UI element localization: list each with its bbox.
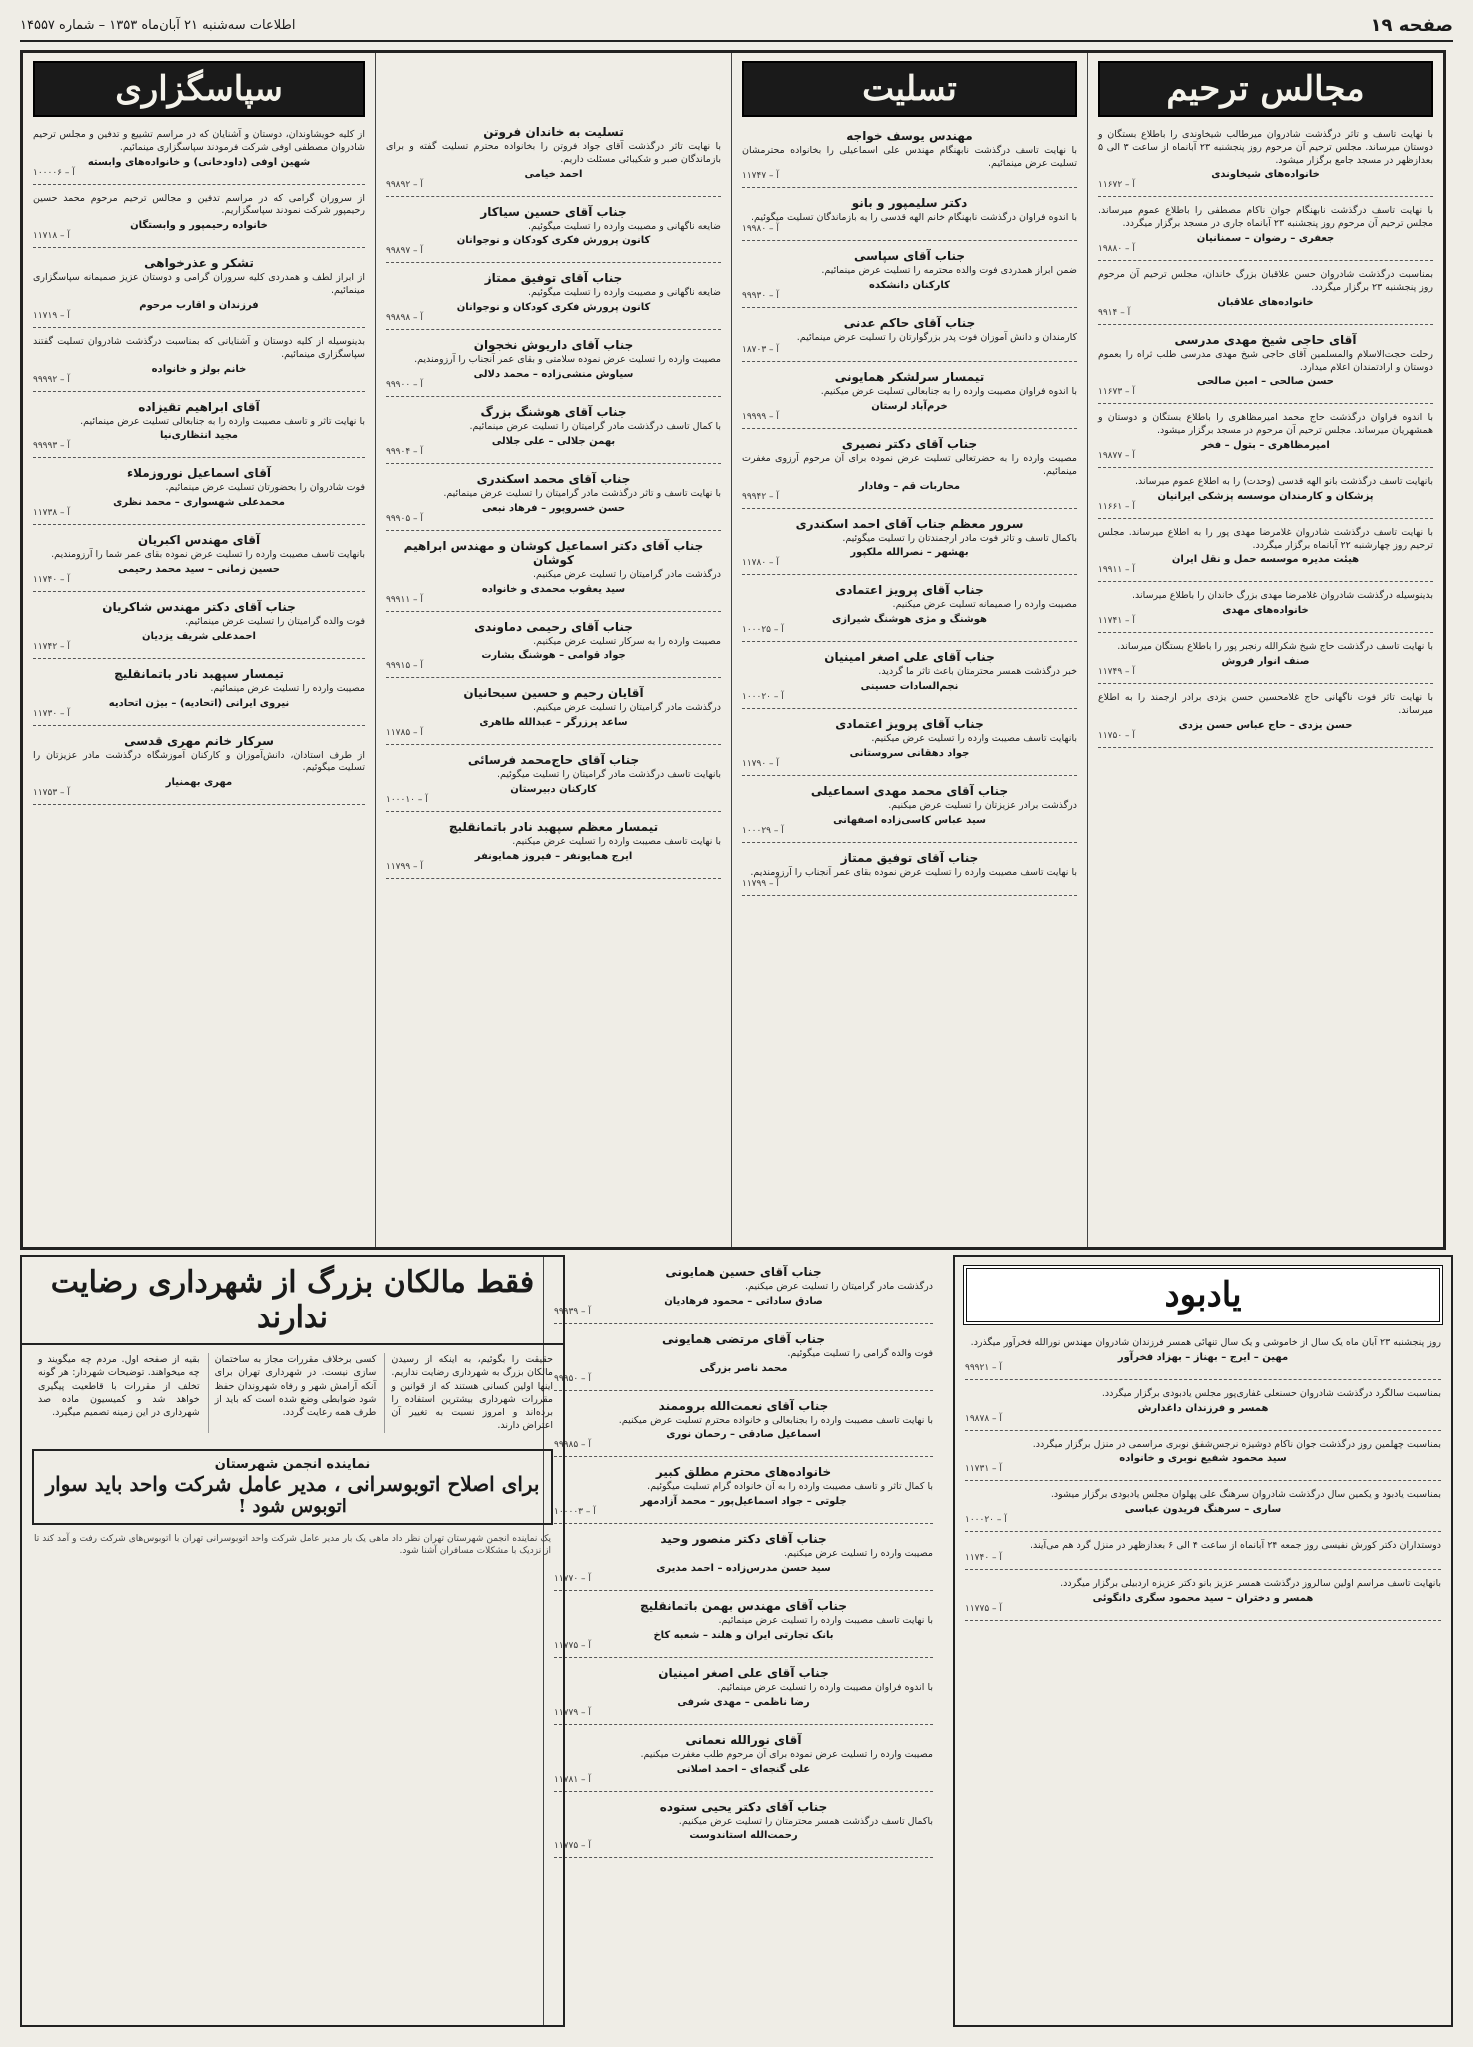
notice <box>742 192 1077 242</box>
notice-signature: ساعد پرزرگر – عبدالله طاهری <box>479 717 628 729</box>
notice-heading: آقای مهندس اکبریان <box>137 533 261 548</box>
notice-body: دوستداران دکتر کورش نفیسی روز جمعه ۲۴ آبانماه از ساعت ۴ الی ۶ بعدازظهر در منزل گرد هم می‌آیند. <box>1029 1540 1441 1552</box>
notice-heading: جناب آقای حاکم عدنی <box>843 316 976 331</box>
notice-body: از ابراز لطف و همدردی کلیه سروران گرامی و دوستان عزیز صمیمانه سپاسگزاری مینمائیم. <box>33 272 365 297</box>
notice-ad-code: آ – ۱۹۹۱۱ <box>1098 565 1135 576</box>
notice-body: فوت شادروان را بحضورتان تسلیت عرض مینمائیم. <box>165 482 365 494</box>
notice <box>33 332 365 392</box>
notice <box>33 730 365 806</box>
notice-ad-code: آ – ۱۱۷۹۰ <box>742 758 779 769</box>
notice-ad-code: آ – ۹۹۹۹۲ <box>33 374 70 385</box>
notice-heading: خانواده‌های محترم مطلق کبیر <box>655 1465 832 1480</box>
banner-remembrance: یادبود <box>963 1265 1443 1325</box>
notice-body: بمناسبت سالگرد درگذشت شادروان حسنعلی غفاری‌پور مجلس یادبودی برگزار میگردد. <box>1101 1387 1441 1399</box>
notice <box>386 816 721 879</box>
notice-body: مصیبت وارده را تسلیت عرض میکنیم. <box>784 1548 933 1560</box>
notice <box>554 1528 933 1591</box>
notice <box>1098 265 1433 325</box>
notice-body: با نهایت تاسف مصیبت وارده را تسلیت عرض نموده بقای عمر آنجناب را آرزومندیم. <box>750 866 1077 878</box>
notice-signature: رحمت‌الله استاندوست <box>689 1830 798 1842</box>
notice-ad-code: آ – ۱۱۷۹۹ <box>386 861 423 872</box>
notice-body: باکمال تاسف درگذشت همسر محترمتان را تسلیت عرض میکنیم. <box>678 1815 933 1827</box>
notice-signature: خانواده‌های مهدی <box>1222 605 1309 617</box>
notice-body: با نهایت تاسف درگذشت شادروان غلامرضا مهدی پور را به اطلاع میرساند. مجلس ترحیم روز چهارشنبه ۲۲ آبانماه برگزار میگردد. <box>1098 526 1433 551</box>
article-headline: فقط مالکان بزرگ از شهرداری رضایت ندارند <box>22 1257 563 1345</box>
notice-body: مصیبت وارده را به حضرتعالی تسلیت عرض نموده برای آن مرحوم آرزوی مغفرت مینمائیم. <box>742 452 1077 477</box>
notice-ad-code: آ – ۹۹۹۱۱ <box>386 594 423 605</box>
notice <box>386 682 721 745</box>
notice-ad-code: آ – ۱۹۸۷۷ <box>1098 450 1135 461</box>
notice <box>554 1729 933 1792</box>
notice-ad-code: آ – ۱۱۷۴۷ <box>742 170 779 181</box>
notice-ad-code: آ – ۹۹۱۴ <box>1098 307 1131 318</box>
notice <box>965 1333 1441 1380</box>
obituary-frame <box>20 50 1446 1250</box>
col-memorial-services <box>1087 53 1443 1247</box>
notice-body: با اندوه فراوان مصیبت وارده را تسلیت عرض مینمائیم. <box>717 1681 933 1693</box>
notice-signature: شهین اوفی (داودخانی) و خانواده‌های وابسته <box>87 156 311 168</box>
notice-signature: خانواده رحیمپور و وابستگان <box>130 220 268 232</box>
notice-body: فوت والده گرامیتان را تسلیت عرض مینمائیم. <box>185 615 365 627</box>
notice <box>554 1662 933 1725</box>
notice-heading: جناب آقای هوشنگ بزرگ <box>480 405 627 420</box>
notice <box>554 1796 933 1859</box>
notice-heading: جناب آقای محمد مهدی اسماعیلی <box>810 783 1009 798</box>
notice-signature: ایرج همایونفر – فیروز همایونفر <box>474 850 633 862</box>
notice-signature: سید محمود شفیع نوبری و خانواده <box>1119 1453 1287 1465</box>
notice-body: ضمن ابراز همدردی فوت والده محترمه را تسلیت عرض مینمائیم. <box>821 265 1077 277</box>
notice <box>1098 688 1433 748</box>
notices-right <box>1098 125 1433 748</box>
notice <box>386 468 721 531</box>
notice-ad-code: آ – ۱۱۶۷۳ <box>1098 387 1135 398</box>
notice-heading: جناب آقای رحیمی دماوندی <box>474 619 633 634</box>
notice <box>1098 472 1433 519</box>
notice-ad-code: آ – ۹۹۹۸۵ <box>554 1440 591 1451</box>
notice-ad-code: آ – ۱۱۷۴۲ <box>33 641 70 652</box>
notice <box>1098 408 1433 468</box>
memorial-remembrance-section <box>953 1255 1453 2027</box>
notice-signature: سید یعقوب محمدی و خانواده <box>481 583 626 595</box>
banner-memorial-services: مجالس ترحیم <box>1098 61 1433 117</box>
notice-signature: جعفری – رضوان – سمنانیان <box>1196 233 1335 245</box>
notice <box>965 1574 1441 1621</box>
notice <box>742 646 1077 709</box>
notice <box>386 401 721 464</box>
notice-ad-code: آ – ۹۹۹۱۵ <box>386 661 423 672</box>
notice-heading: سرکار خانم مهری قدسی <box>124 733 274 748</box>
notice-signature: صادق ساداتی – محمود فرهادیان <box>664 1295 823 1307</box>
notice-heading: جناب آقای محمد اسکندری <box>476 471 631 486</box>
notice-ad-code: آ – ۹۹۹۳۹ <box>554 1306 591 1317</box>
notice <box>742 713 1077 776</box>
notice <box>33 125 365 185</box>
notice-signature: محمدعلی شهسواری – محمد نظری <box>113 497 285 509</box>
notice-signature: نیروی ایرانی (اتحادیه) – بیژن اتحادیه <box>108 697 290 709</box>
notice-ad-code: آ – ۱۱۷۴۱ <box>1098 616 1135 627</box>
notice-ad-code: آ – ۱۱۷۷۵ <box>554 1640 591 1651</box>
notice <box>965 1435 1441 1482</box>
notice-signature: کانون پرورش فکری کودکان و نوجوانان <box>456 302 651 314</box>
notice-signature: همسر و دختران – سید محمود سگری دانگوئی <box>1092 1592 1314 1604</box>
notice-signature: علی گنجه‌ای – احمد اصلانی <box>676 1763 811 1775</box>
notice-signature: جواد قوامی – هوشنگ بشارت <box>481 650 626 662</box>
article-column: حقیقت را بگوئیم، به اینکه از رسیدن مالکان بزرگ به شهرداری رضایت نداریم. اینها اولین کسانی هستند که از قوانین و مقررات شهرداری بیشترین استفاده را برده‌اند و امروز نسبت به تغییر آن اعتراض دارند. <box>384 1353 553 1433</box>
notice-heading: جناب آقای دکتر نصیری <box>841 436 978 451</box>
notice <box>742 433 1077 509</box>
notice-ad-code: آ – ۱۰۰۰۲۰ <box>742 691 784 702</box>
notice-heading: جناب آقای پرویز اعتمادی <box>835 583 984 598</box>
notice-body: مصیبت وارده را صمیمانه تسلیت عرض میکنیم. <box>892 599 1077 611</box>
notice <box>742 579 1077 642</box>
notice <box>386 201 721 264</box>
notice-ad-code: آ – ۱۱۷۷۵ <box>965 1603 1002 1614</box>
notice-body: بدینوسیله از کلیه دوستان و آشنایانی که بمناسبت درگذشت شادروان تسلیت گفتند سپاسگزاری مینمائیم. <box>33 335 365 360</box>
notice-heading: سرور معظم جناب آقای احمد اسکندری <box>795 516 1024 531</box>
notice-body: خبر درگذشت همسر محترمتان باعث تاثر ما گردید. <box>878 666 1077 678</box>
notice-body: با نهایت تاثر و تاسف مصیبت وارده را به جنابعالی تسلیت عرض مینمائیم. <box>80 415 365 427</box>
col-condolence-b <box>375 53 731 1247</box>
notice-signature: خانم بولز و خانواده <box>151 363 247 375</box>
notice-heading: جناب آقای دکتر یحیی ستوده <box>659 1799 828 1814</box>
notice-ad-code: آ – ۹۹۹۰۵ <box>386 513 423 524</box>
notice-body: بانهایت تاسف مصیبت وارده را تسلیت عرض نموده بقای عمر شما را آرزومندیم. <box>51 549 365 561</box>
notice <box>33 462 365 525</box>
notice-heading: جناب آقای علی اصغر امینیان <box>658 1665 829 1680</box>
notice-body: مصیبت وارده را به سرکار تسلیت عرض میکنیم. <box>533 635 721 647</box>
notice-ad-code: آ – ۱۱۷۱۸ <box>33 231 70 242</box>
notice-body: با نهایت تاثر فوت ناگهانی حاج غلامحسین حسن یزدی برادر ارجمند را به اطلاع میرساند. <box>1098 692 1433 716</box>
notice-signature: حسین زمانی – سید محمد رحیمی <box>118 563 280 575</box>
notice <box>33 596 365 659</box>
notice-signature: کارکنان دبیرستان <box>510 783 597 795</box>
notice-body: فوت والده گرامی را تسلیت میگوئیم. <box>787 1347 933 1359</box>
notice-ad-code: آ – ۱۱۶۷۲ <box>1098 180 1135 191</box>
notice-ad-code: آ – ۹۹۸۹۸ <box>386 313 423 324</box>
notices-yadbud <box>955 1333 1451 1621</box>
notice-ad-code: آ – ۱۱۷۳۱ <box>965 1464 1002 1475</box>
notice-heading: جناب آقای توفیق ممتاز <box>840 850 979 865</box>
notice-body: با نهایت تاسف و تاثر درگذشت مادر گرامیتان را تسلیت عرض مینمائیم. <box>443 487 721 499</box>
notice-body: از طرف استادان، دانش‌آموزان و کارکنان آموزشگاه درگذشت مادر عزیزتان را تسلیت میگوئیم. <box>33 749 365 774</box>
notice-ad-code: آ – ۹۹۹۰۴ <box>386 446 423 457</box>
notice-ad-code: آ – ۹۹۹۳۰ <box>742 291 779 302</box>
notice <box>554 1261 933 1324</box>
notice-ad-code: آ – ۱۹۸۷۸ <box>965 1413 1002 1424</box>
notice <box>1098 201 1433 261</box>
notice-body: رحلت حجت‌الاسلام والمسلمین آقای حاجی شیخ مهدی مدرسی طلب ثراه را بعموم دوستان و ارادتمندان اعلام میدارد. <box>1098 348 1433 373</box>
notice-heading: آقای ابراهیم تقیزاده <box>138 399 260 414</box>
notice-signature: هوشنگ و مژی هوشنگ شیرازی <box>832 614 987 626</box>
notice-signature: مجید انتظاری‌نیا <box>159 430 238 442</box>
notice-signature: سید حسن مدرس‌زاده – احمد مدیری <box>656 1563 831 1575</box>
notice-body: مصیبت وارده را تسلیت عرض مینمائیم. <box>210 682 365 694</box>
notice <box>386 267 721 330</box>
notice-signature: بهشهر – نصرالله ملکپور <box>850 547 969 559</box>
notice-ad-code: آ – ۹۹۸۹۷ <box>386 246 423 257</box>
notice-signature: پزشکان و کارمندان موسسه پزشکی ایرانیان <box>1157 490 1374 502</box>
notice-body: با نهایت تاسف درگذشت نابهنگام مهندس علی اسماعیلی را بخانواده محترمشان تسلیت عرض مینمائیم. <box>742 145 1077 169</box>
notice-body: روز پنجشنبه ۲۳ آبان ماه یک سال از خاموشی و یک سال تنهائی همسر فرزندان شادروان مهندس نورالله فخرآور میگذرد. <box>970 1337 1441 1348</box>
notice-body: از کلیه خویشاوندان، دوستان و آشنایان که در مراسم تشییع و تدفین و مجلس ترحیم شادروان مصطفی اوفی شرکت فرمودند سپاسگزاری مینمائیم. <box>33 129 365 153</box>
notice-body: بمناسبت یادبود و یکمین سال درگذشت شادروان سرهنگ علی پهلوان مجلس یادبودی برگزار میشود. <box>1050 1489 1441 1501</box>
notice-ad-code: آ – ۱۹۹۹۹ <box>742 411 779 422</box>
news-article <box>20 1255 565 2027</box>
notice <box>33 663 365 726</box>
notice-signature: خانواده‌های شیخاوندی <box>1211 169 1320 181</box>
bus-article-headline: برای اصلاح اتوبوسرانی ، مدیر عامل شرکت واحد باید سوار <box>45 1471 540 1496</box>
notice-heading: جناب آقای علی اصغر امینیان <box>824 650 995 665</box>
notice-signature: صنف انوار فروش <box>1221 656 1310 667</box>
notice <box>386 535 721 612</box>
notice-body: ضایعه ناگهانی و مصیبت وارده را تسلیت میگوئیم. <box>528 287 721 299</box>
notice-body: درگذشت مادر گرامیتان را تسلیت عرض میکنیم. <box>533 702 721 714</box>
notice <box>386 749 721 812</box>
notice-heading: جناب آقای حسین همایونی <box>665 1265 822 1279</box>
notice-heading: جناب آقای داریوش نخجوان <box>473 338 634 353</box>
col-gratitude <box>23 53 375 1247</box>
notice <box>33 189 365 249</box>
notice-heading: تیمسار معظم سپهبد نادر باتمانقلیچ <box>448 819 659 834</box>
page-number: صفحه ۱۹ <box>1370 14 1453 36</box>
notice-body: با نهایت تاسف مصیبت وارده را تسلیت عرض میکنیم. <box>512 835 721 847</box>
bus-article-box <box>32 1449 553 1525</box>
notice-signature: بانک تجارتی ایران و هلند – شعبه کاخ <box>653 1629 834 1641</box>
notice-heading: دکتر سلیمپور و بانو <box>851 195 968 210</box>
notice-ad-code: آ – ۱۱۷۴۰ <box>965 1553 1002 1564</box>
notice-heading: جناب آقای مهندس بهمن باتمانقلیچ <box>640 1599 847 1614</box>
bus-article-headline-2: اتوبوس شود ! <box>238 1495 347 1517</box>
notice-signature: حسن خسروپور – فرهاد نبعی <box>481 502 626 514</box>
notice-ad-code: آ – ۱۰۰۰۰۳ <box>554 1507 596 1518</box>
notice-signature: محاربات قم – وفادار <box>858 480 961 492</box>
notice-body: با نهایت تاسف درگذشت نابهنگام جوان ناکام مصطفی را باطلاع عموم میرساند. مجلس ترحیم آن مرحوم روز پنجشنبه ۲۳ آبانماه جاری در مسجد برگزار میگردد. <box>1098 205 1433 230</box>
notice-heading: جناب آقای حاج‌محمد فرسائی <box>467 753 640 768</box>
notice-heading: جناب آقای توفیق ممتاز <box>484 271 623 286</box>
notice-body: با نهایت تاسف مصیبت وارده را تسلیت عرض مینمائیم. <box>718 1615 933 1627</box>
notice <box>386 121 721 197</box>
notice-body: بانهایت تاسف مراسم اولین سالروز درگذشت همسر عزیز بانو دکتر عزیزه اردبیلی برگزار میگردد. <box>1060 1578 1441 1590</box>
notice <box>742 780 1077 843</box>
notice-heading: آقایان رحیم و حسین سبحانیان <box>463 686 644 701</box>
notice-ad-code: آ – ۹۹۹۴۲ <box>742 491 779 502</box>
notice-body: با کمال تاثر و تاسف مصیبت وارده را به آن خانواده گرام تسلیت میگوئیم. <box>647 1481 933 1493</box>
notice-ad-code: آ – ۹۹۹۵۰ <box>554 1373 591 1384</box>
notice-body: بدینوسیله درگذشت شادروان غلامرضا مهدی بزرگ خاندان را باطلاع میرساند. <box>1132 590 1433 602</box>
notices-mid-right <box>742 125 1077 896</box>
notice-signature: کانون پرورش فکری کودکان و نوجوانان <box>456 235 651 247</box>
notice-signature: فرزندان و اقارب مرحوم <box>139 299 259 311</box>
page-header <box>20 10 1453 42</box>
bus-article-body: یک نماینده انجمن شهرستان تهران نظر داد ماهی یک بار مدیر عامل شرکت واحد اتوبوسرانی تهران با اتوبوس‌های شرکت رفت و آمد کند تا از نزدیک با مشکلات مسافران آشنا شود. <box>34 1533 551 1556</box>
notice <box>386 616 721 679</box>
notice-heading: جناب آقای دکتر اسماعیل کوشان و مهندس ابراهیم کوشان <box>403 538 704 567</box>
banner-gratitude: سپاسگزاری <box>33 61 365 117</box>
article-column: کسی برخلاف مقررات مجاز به ساختمان سازی نیست. در شهرداری تهران برای آنکه آرامش شهر و رفاه شهروندان حفظ شود ضوابطی وضع شده است که باید از طرف همه رعایت گردد. <box>208 1353 377 1433</box>
notice-ad-code: آ – ۱۱۷۵۳ <box>33 788 70 799</box>
notice <box>554 1595 933 1658</box>
notice-heading: آقای نورالله نعمانی <box>685 1732 802 1747</box>
notices-mid-left <box>386 121 721 879</box>
notice-signature: خرم‌آباد لرستان <box>871 400 948 412</box>
notice <box>33 529 365 592</box>
notice <box>742 245 1077 308</box>
notice-signature: رضا ناظمی – مهدی شرفی <box>677 1696 810 1708</box>
notice-ad-code: آ – ۱۱۷۷۹ <box>554 1707 591 1718</box>
notice-heading: جناب آقای دکتر مهندس شاکریان <box>102 599 296 614</box>
notice <box>742 125 1077 188</box>
notice <box>554 1395 933 1458</box>
notice <box>386 334 721 397</box>
notice-body: درگذشت مادر گرامیتان را تسلیت عرض میکنیم. <box>533 568 721 580</box>
article-body <box>22 1345 563 1441</box>
notice-signature: محمد ناصر بزرگی <box>699 1362 788 1374</box>
notice <box>554 1461 933 1524</box>
notice <box>965 1384 1441 1431</box>
notice-heading: جناب آقای مرتضی همایونی <box>661 1331 826 1346</box>
notice <box>1098 329 1433 405</box>
notice-ad-code: آ – ۱۱۷۱۹ <box>33 310 70 321</box>
notice-body: درگذشت برادر عزیزتان را تسلیت عرض میکنیم. <box>888 799 1077 811</box>
notice-ad-code: آ – ۹۹۹۰۰ <box>386 380 423 391</box>
notice-ad-code: آ – ۱۱۶۶۱ <box>1098 501 1135 512</box>
banner-spacer <box>386 61 721 121</box>
notice-ad-code: آ – ۱۱۷۸۵ <box>386 728 423 739</box>
notice-heading: جناب آقای دکتر منصور وحید <box>660 1532 827 1547</box>
notice-signature: اسماعیل صادقی – رحمان نوری <box>666 1429 821 1441</box>
notice-body: بمناسبت درگذشت شادروان حسن علاقبان بزرگ خاندان، مجلس ترحیم آن مرحوم روز پنجشنبه ۲۳ برگزار میگردد. <box>1098 269 1433 293</box>
notice-heading: جناب آقای حسین سیاکار <box>480 204 627 219</box>
notice-body: ضایعه ناگهانی و مصیبت وارده را تسلیت میگوئیم. <box>528 220 721 232</box>
col-condolence-a <box>731 53 1087 1247</box>
notice-signature: امیرمظاهری – بتول – فخر <box>1201 439 1330 451</box>
banner-condolence: تسلیت <box>742 61 1077 117</box>
notice <box>742 366 1077 429</box>
notice-body: با کمال تاسف درگذشت مادر گرامیتان را تسلیت عرض مینمائیم. <box>469 421 721 433</box>
notice-ad-code: آ – ۱۱۷۴۰ <box>33 574 70 585</box>
notice-ad-code: آ – ۱۱۷۸۰ <box>742 558 779 569</box>
notice-body: با اندوه فراوان درگذشت حاج محمد امیرمظاهری را باطلاع بستگان و دوستان و همشهریان میرساند. مجلس ترحیم آن مرحوم در مسجد برگزار میشود. <box>1098 412 1433 437</box>
notice-signature: مهین – ایرج – بهناز – بهزاد فخرآور <box>1117 1351 1289 1363</box>
notice-ad-code: آ – ۱۱۷۸۱ <box>554 1774 591 1785</box>
notice-body: با اندوه فراوان مصیبت وارده را به جنابعالی تسلیت عرض میکنیم. <box>820 386 1077 398</box>
notice <box>1098 523 1433 583</box>
condolence-continued <box>543 1255 943 2027</box>
notice-ad-code: آ – ۹۹۹۲۱ <box>965 1362 1002 1373</box>
notice-signature: نجم‌السادات حسینی <box>860 680 959 692</box>
notices-mid-lower <box>554 1261 933 1858</box>
notice-signature: احمد خیامی <box>524 168 583 180</box>
notice-signature: کارکنان دانشکده <box>869 280 950 292</box>
notice-ad-code: آ – ۱۱۷۹۹ <box>742 879 779 890</box>
notice <box>1098 125 1433 197</box>
notice-signature: مهری بهمنیار <box>165 777 233 789</box>
notice-ad-code: آ – ۱۹۹۸۰ <box>742 224 779 235</box>
notice-ad-code: آ – ۱۰۰۰۰۶ <box>33 167 75 178</box>
notice-ad-code: آ – ۱۰۰۰۲۰ <box>965 1515 1007 1526</box>
notice-ad-code: آ – ۹۹۸۹۲ <box>386 179 423 190</box>
notice-body: بمناسبت چهلمین روز درگذشت جوان ناکام دوشیزه نرجس‌شفق نوبری مراسمی در منزل برگزار میگردد. <box>1032 1438 1441 1450</box>
notice-ad-code: آ – ۱۱۷۷۰ <box>554 1574 591 1585</box>
notice <box>33 396 365 459</box>
notice-signature: هیئت مدیره موسسه حمل و نقل ایران <box>1171 554 1360 566</box>
notice-signature: جلوتی – جواد اسماعیل‌پور – محمد آزادمهر <box>640 1496 847 1508</box>
notice <box>965 1485 1441 1532</box>
notice <box>33 252 365 328</box>
notice-body: با نهایت تاثر درگذشت آقای جواد فروتن را بخانواده محترم تسلیت گفته و برای بازماندگان صبر و شکیبائی مسئلت داریم. <box>386 141 721 165</box>
notice-heading: تیمسار سرلشکر همایونی <box>834 370 985 385</box>
notice <box>554 1328 933 1391</box>
notice-body: با اندوه فراوان درگذشت نابهنگام خانم الهه قدسی را به بازماندگان تسلیت میگوئیم. <box>751 211 1077 223</box>
notice <box>1098 637 1433 684</box>
notice <box>965 1536 1441 1570</box>
notice-body: با نهایت تاسف و تاثر درگذشت شادروان میرطالب شیخاوندی را باطلاع بستگان و دوستان میرساند. مجلس ترحیم آن مرحوم روز پنجشنبه ۲۳ آبانماه از ساعت ۳ الی ۵ بعدازظهر در مسجد جامع برگزار میشود. <box>1098 129 1433 166</box>
notice-ad-code: آ – ۹۹۹۹۳ <box>33 441 70 452</box>
notice <box>742 513 1077 576</box>
notice <box>742 312 1077 362</box>
notice-heading: جناب آقای سپاسی <box>853 249 966 264</box>
notice-ad-code: آ – ۱۱۷۵۰ <box>1098 730 1135 741</box>
notice-signature: سید عباس کاسی‌زاده اصفهانی <box>833 814 986 826</box>
article-column: بقیه از صفحه اول. مردم چه میگویند و چه میخواهند. توضیحات شهردار: هر گونه تخلف از مقررات با قاطعیت پیگیری خواهد شد و کمیسیون ماده صد شهرداری در این زمینه تصمیم میگیرد. <box>37 1354 200 1419</box>
notice-ad-code: آ – ۱۰۰۰۲۵ <box>742 625 784 636</box>
notice-body: مصیبت وارده را تسلیت عرض نموده سلامتی و بقای عمر آنجناب را آرزومندیم. <box>414 354 721 366</box>
notice-body: درگذشت مادر گرامیتان را تسلیت عرض میکنیم. <box>745 1281 933 1292</box>
notice-heading: تشکر و عذرخواهی <box>144 256 254 271</box>
notice <box>1098 586 1433 633</box>
notice-ad-code: آ – ۱۰۰۰۱۰ <box>386 794 428 805</box>
notice-ad-code: آ – ۱۱۷۳۰ <box>33 708 70 719</box>
notice <box>742 847 1077 897</box>
notice-heading: تیمسار سپهبد نادر باتمانقلیچ <box>114 666 284 681</box>
notice-ad-code: آ – ۱۰۰۰۲۹ <box>742 825 784 836</box>
notice-heading: جناب آقای نعمت‌الله بروممند <box>658 1398 829 1413</box>
notice-heading: مهندس یوسف خواجه <box>846 129 973 143</box>
notice-body: با نهایت تاسف مصیبت وارده را بجنابعالی و خانواده محترم تسلیت عرض میکنیم. <box>618 1414 933 1426</box>
notice-body: با نهایت تاسف درگذشت حاج شیخ شکرالله رنجبر پور را باطلاع بستگان میرساند. <box>1117 641 1433 653</box>
notice-signature: حسن یزدی – حاج عباس حسن یزدی <box>1178 719 1353 731</box>
notice-signature: خانواده‌های علاقبان <box>1217 296 1314 308</box>
dateline: اطلاعات سه‌شنبه ۲۱ آبان‌ماه ۱۳۵۳ – شماره ۱۴۵۵۷ <box>20 17 296 33</box>
notice-body: مصیبت وارده را تسلیت عرض نموده برای آن مرحوم طلب مغفرت میکنیم. <box>640 1748 933 1760</box>
notice-body: بانهایت تاسف درگذشت بانو الهه قدسی (وحدت) را به اطلاع عموم میرساند. <box>1134 475 1433 487</box>
notice-signature: ساری – سرهنگ فریدون عباسی <box>1124 1504 1282 1516</box>
notice-ad-code: آ – ۱۹۸۸۰ <box>1098 244 1135 255</box>
notice-ad-code: آ – ۱۱۷۷۵ <box>554 1841 591 1852</box>
notice-signature: حسن صالحی – امین صالحی <box>1196 376 1334 388</box>
notice-body: بانهایت تاسف مصیبت وارده را تسلیت عرض میکنیم. <box>871 732 1077 744</box>
notice-heading: تسلیت به خاندان فروتن <box>483 125 624 139</box>
notice-body: کارمندان و دانش آموزان فوت پدر بزرگوارتان را تسلیت عرض مینمائیم. <box>796 332 1077 344</box>
notice-ad-code: آ – ۱۸۷۰۳ <box>742 345 779 356</box>
notice-signature: احمدعلی شریف یزدیان <box>142 630 256 642</box>
notices-left <box>33 125 365 805</box>
notice-ad-code: آ – ۱۱۷۳۸ <box>33 508 70 519</box>
notice-signature: سیاوش منشی‌زاده – محمد دلالی <box>473 369 634 381</box>
notice-signature: بهمن جلالی – علی جلالی <box>491 435 616 447</box>
notice-heading: جناب آقای پرویز اعتمادی <box>835 716 984 731</box>
bus-article-kicker: نماینده انجمن شهرستان <box>214 1456 371 1472</box>
notice-heading: آقای حاجی شیخ مهدی مدرسی <box>1174 332 1357 347</box>
notice-body: از سروران گرامی که در مراسم تدفین و مجالس ترحیم مرحوم محمد حسین رحیمپور شرکت نمودند سپاسگزاریم. <box>33 192 365 217</box>
notice-signature: همسر و فرزندان داغدارش <box>1137 1402 1269 1414</box>
notice-heading: آقای اسماعیل نوروزملاء <box>126 466 272 481</box>
notice-body: بانهایت تاسف درگذشت مادر گرامیتان را تسلیت میگوئیم. <box>496 769 721 781</box>
notice-body: باکمال تاسف و تاثر فوت مادر ارجمندتان را تسلیت میگوئیم. <box>842 532 1077 544</box>
notice-signature: جواد دهقانی سروستانی <box>849 747 970 759</box>
notice-ad-code: آ – ۱۱۷۴۹ <box>1098 667 1135 677</box>
